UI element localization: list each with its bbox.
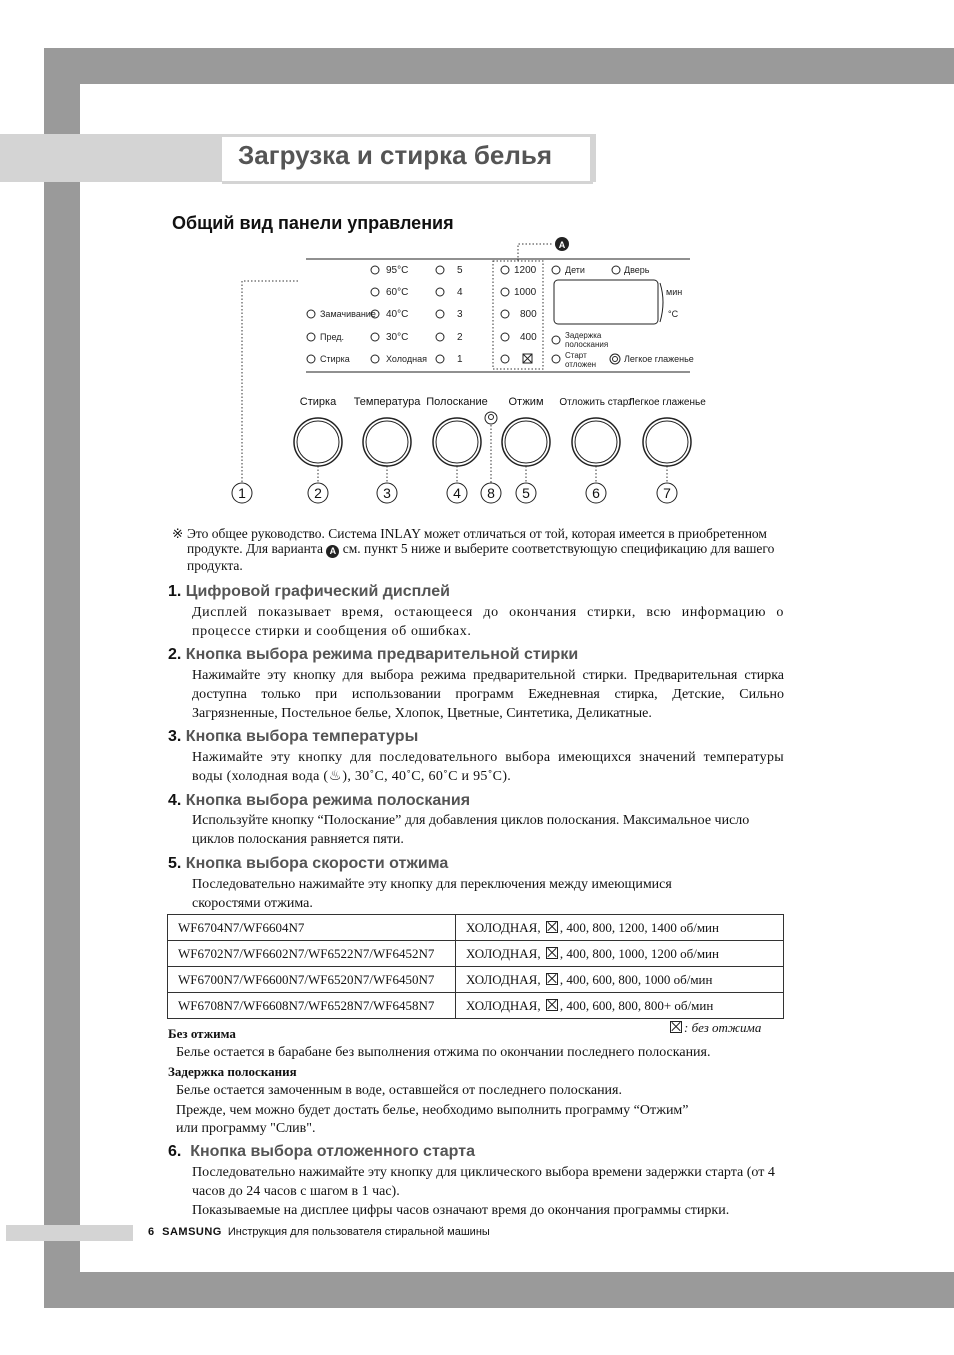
- led-label: Холодная: [386, 354, 427, 364]
- callout-number: 4: [453, 485, 461, 501]
- spin-button: [502, 418, 550, 466]
- speed-cell: ХОЛОДНАЯ, , 400, 600, 800, 800+ об/мин: [456, 993, 784, 1019]
- section-body: Последовательно нажимайте эту кнопку для циклического выбора времени задержки старта (от 4 часов до 24 часов с шагом в 1 час).: [192, 1165, 775, 1199]
- button-label: Полоскание: [426, 396, 488, 408]
- table-row: [168, 993, 784, 1019]
- led-label: 3: [457, 309, 463, 320]
- easy-iron-icon: [610, 354, 620, 364]
- no-spin-icon: [546, 921, 558, 933]
- led-label: Старт: [565, 351, 587, 360]
- callout-number: 6: [592, 485, 600, 501]
- wash-button: [294, 418, 342, 466]
- led-label: Задержка: [565, 331, 602, 340]
- temperature-button: [363, 418, 411, 466]
- marker-a-icon: A: [326, 545, 339, 558]
- digital-display: [554, 280, 658, 324]
- button-label: Температура: [353, 396, 421, 408]
- model-cell: WF6708N7/WF6608N7/WF6528N7/WF6458N7: [168, 993, 456, 1019]
- section-title: Общий вид панели управления: [172, 213, 454, 233]
- led-label: 60°C: [386, 287, 409, 298]
- section-heading: 4. Кнопка выбора режима полоскания: [168, 792, 471, 809]
- section-body: Показываемые на дисплее цифры часов означают время до окончания программы стирки.: [192, 1203, 730, 1218]
- led-label: Дверь: [624, 265, 650, 275]
- callout-number: 2: [314, 485, 322, 501]
- speed-cell: ХОЛОДНАЯ, , 400, 800, 1000, 1200 об/мин: [456, 941, 784, 967]
- frame-bottom: [44, 1272, 954, 1308]
- led-label: Легкое глаженье: [624, 354, 694, 364]
- led-label: 5: [457, 265, 463, 276]
- no-spin-icon: [670, 1021, 682, 1033]
- note-text: см. пункт 5 ниже и выберите соответствующую спецификацию для вашего продукта.: [187, 541, 775, 573]
- page-title: Загрузка и стирка белья: [238, 140, 553, 170]
- led-label: 95°C: [386, 265, 409, 276]
- easy-iron-button: [643, 418, 691, 466]
- child-lock-icon: [485, 412, 497, 424]
- spin-speed-table: [167, 914, 784, 1019]
- rinse-hold-body: Белье остается замоченным в воде, оставшейся от последнего полоскания.: [176, 1083, 622, 1098]
- callout-number: 1: [238, 485, 246, 501]
- section-body: Дисплей показывает время, остающееся до окончания стирки, всю информацию о процессе стирки и сообщения об ошибках.: [192, 605, 784, 639]
- led-label: 30°C: [386, 332, 409, 343]
- section-heading: 2. Кнопка выбора режима предварительной стирки: [168, 646, 579, 663]
- led-label: 2: [457, 332, 463, 343]
- callout-number: 5: [522, 485, 530, 501]
- led-label: Дети: [565, 265, 585, 275]
- led-label: 1: [457, 354, 463, 365]
- section-body: Используйте кнопку “Полоскание” для добавления циклов полоскания. Максимальное число циклов полоскания равняется пяти.: [192, 813, 750, 847]
- led-label: 1000: [514, 287, 537, 298]
- no-spin-legend: : без отжима: [668, 1020, 761, 1036]
- model-cell: WF6700N7/WF6600N7/WF6520N7/WF6450N7: [168, 967, 456, 993]
- footer-text: Инструкция для пользователя стиральной машины: [227, 1226, 490, 1238]
- rinse-button: [433, 418, 481, 466]
- table-row: [168, 967, 784, 993]
- led-label: 400: [520, 332, 537, 343]
- section-body: Нажимайте эту кнопку для выбора режима предварительной стирки. Предварительная стирка доступна только при использовании программ Ежедневная стирка, Детские, Сильно Загрязненные, Постельное белье, Хлопок, Цветные, Синтетика, Деликатные.: [192, 668, 784, 721]
- callout-number: 8: [487, 485, 495, 501]
- rinse-hold-body: Прежде, чем можно будет достать белье, необходимо выполнить программу “Отжим”: [176, 1103, 689, 1118]
- page-footer: [148, 1226, 490, 1238]
- no-spin-icon: [546, 947, 558, 959]
- button-label: Легкое глаженье: [628, 397, 706, 408]
- callout-number: 3: [383, 485, 391, 501]
- led-label: отложен: [565, 360, 597, 369]
- display-unit: °C: [668, 309, 679, 319]
- display-unit: мин: [666, 287, 683, 297]
- led-label: Замачивание: [320, 309, 376, 319]
- model-cell: WF6702N7/WF6602N7/WF6522N7/WF6452N7: [168, 941, 456, 967]
- section-heading: 5. Кнопка выбора скорости отжима: [168, 855, 449, 872]
- table-row: [168, 915, 784, 941]
- delay-start-button: [572, 418, 620, 466]
- note-text: Это общее руководство. Система INLAY может отличаться от той, которая имеется в приобретенном продукте. Для варианта: [187, 526, 767, 556]
- section-heading: 3. Кнопка выбора температуры: [168, 728, 419, 745]
- control-panel-diagram: [0, 0, 954, 520]
- section-heading: 1. Цифровой графический дисплей: [168, 583, 450, 600]
- button-label: Стирка: [299, 396, 337, 408]
- model-cell: WF6704N7/WF6604N7: [168, 915, 456, 941]
- button-label: Отжим: [508, 396, 544, 408]
- general-note: [172, 526, 792, 573]
- led-label: Пред.: [320, 332, 345, 342]
- rinse-hold-body: или программу "Слив".: [176, 1121, 316, 1136]
- no-spin-icon: [546, 973, 558, 985]
- led-label: 800: [520, 309, 537, 320]
- footer-bar: [6, 1225, 133, 1241]
- brand-logo: SAMSUNG: [162, 1226, 222, 1238]
- led-label: полоскания: [565, 340, 609, 349]
- led-label: 1200: [514, 265, 537, 276]
- page-number: 6: [148, 1226, 155, 1238]
- no-spin-icon: [546, 999, 558, 1011]
- rinse-hold-title: Задержка полоскания: [168, 1064, 297, 1079]
- led-label: 40°C: [386, 309, 409, 320]
- speed-cell: ХОЛОДНАЯ, , 400, 800, 1200, 1400 об/мин: [456, 915, 784, 941]
- no-spin-body: Белье остается в барабане без выполнения отжима по окончании последнего полоскания.: [176, 1045, 711, 1060]
- section-body: Последовательно нажимайте эту кнопку для переключения между имеющимися скоростями отжима.: [192, 877, 672, 911]
- marker-a-label: A: [558, 240, 566, 250]
- led-label: 4: [457, 287, 463, 298]
- button-label: Отложить старт: [559, 397, 633, 408]
- section-body: Нажимайте эту кнопку для последовательного выбора имеющихся значений температуры воды (холодная вода (♨), 30˚C, 40˚C, 60˚C и 95˚C).: [192, 750, 784, 784]
- section-heading: 6. Кнопка выбора отложенного старта: [168, 1143, 475, 1160]
- table-row: [168, 941, 784, 967]
- note-mark: ※: [172, 526, 184, 541]
- led-label: Стирка: [320, 354, 350, 364]
- cold-water-icon: ♨: [328, 769, 342, 784]
- speed-cell: ХОЛОДНАЯ, , 400, 600, 800, 1000 об/мин: [456, 967, 784, 993]
- no-spin-title: Без отжима: [168, 1026, 236, 1041]
- callout-number: 7: [663, 485, 671, 501]
